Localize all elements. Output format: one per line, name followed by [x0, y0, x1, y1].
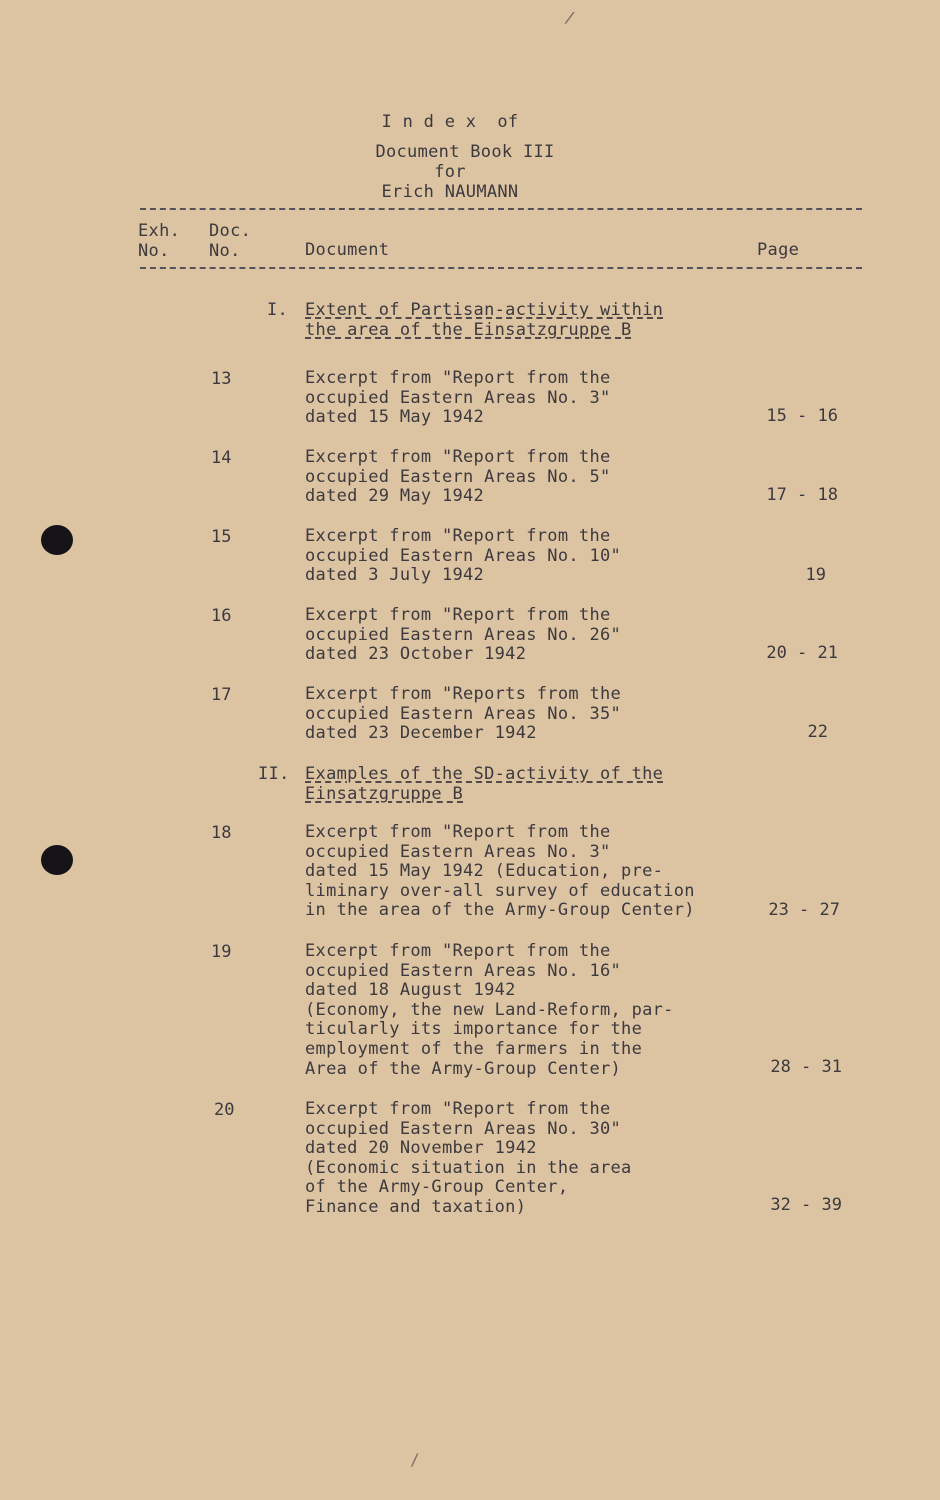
header-rule-bottom: [140, 267, 862, 269]
page-range: 23 - 27: [768, 900, 840, 920]
doc-number: 19: [211, 942, 232, 962]
page-range: 19: [805, 565, 826, 585]
doc-number: 15: [211, 527, 232, 547]
punch-hole-bottom: [41, 845, 73, 875]
doc-number: 16: [211, 606, 232, 626]
punch-hole-top: [41, 525, 73, 555]
column-document: Document: [305, 240, 390, 260]
section-title: Examples of the SD-activity of the Einsatzgruppe B: [305, 764, 664, 804]
section-numeral: I.: [267, 300, 289, 320]
entry-description: Excerpt from "Report from the occupied Eastern Areas No. 5" dated 29 May 1942: [305, 447, 611, 507]
for-label: for: [434, 162, 466, 182]
doc-number: 14: [211, 448, 232, 468]
page-range: 32 - 39: [770, 1195, 842, 1215]
doc-number: 18: [211, 823, 232, 843]
column-page: Page: [757, 240, 800, 260]
page-range: 22: [807, 722, 828, 742]
doc-number: 17: [211, 685, 232, 705]
doc-number: 20: [214, 1100, 235, 1120]
index-title: I n d e x of: [381, 112, 519, 132]
pencil-mark: /: [410, 1450, 420, 1469]
section-title: Extent of Partisan-activity within the area of the Einsatzgruppe B: [305, 300, 664, 340]
section-numeral: II.: [258, 764, 290, 784]
page-range: 20 - 21: [766, 643, 838, 663]
doc-number: 13: [211, 369, 232, 389]
column-exh-no: Exh. No.: [138, 221, 181, 261]
entry-description: Excerpt from "Report from the occupied Eastern Areas No. 3" dated 15 May 1942 (Education, pre- liminary over-all survey of education in the area of the Army-Group Center): [305, 822, 695, 921]
entry-description: Excerpt from "Report from the occupied Eastern Areas No. 10" dated 3 July 1942: [305, 526, 622, 586]
pencil-mark: /: [563, 7, 577, 28]
document-book-title: Document Book III: [375, 142, 555, 162]
page-range: 17 - 18: [766, 485, 838, 505]
header-rule-top: [140, 208, 862, 210]
entry-description: Excerpt from "Report from the occupied Eastern Areas No. 30" dated 20 November 1942 (Economic situation in the area of the Army-Group Center, Finance and taxation): [305, 1099, 632, 1217]
entry-description: Excerpt from "Report from the occupied Eastern Areas No. 16" dated 18 August 1942 (Economy, the new Land-Reform, par- ticularly its importance for the employment of the farmers in the Area of the Army-Group Center): [305, 941, 674, 1079]
entry-description: Excerpt from "Report from the occupied Eastern Areas No. 3" dated 15 May 1942: [305, 368, 611, 428]
entry-description: Excerpt from "Reports from the occupied Eastern Areas No. 35" dated 23 December 1942: [305, 684, 622, 744]
page-range: 28 - 31: [770, 1057, 842, 1077]
defendant-name: Erich NAUMANN: [381, 182, 519, 202]
page-range: 15 - 16: [766, 406, 838, 426]
column-doc-no: Doc. No.: [209, 221, 252, 261]
entry-description: Excerpt from "Report from the occupied Eastern Areas No. 26" dated 23 October 1942: [305, 605, 622, 665]
